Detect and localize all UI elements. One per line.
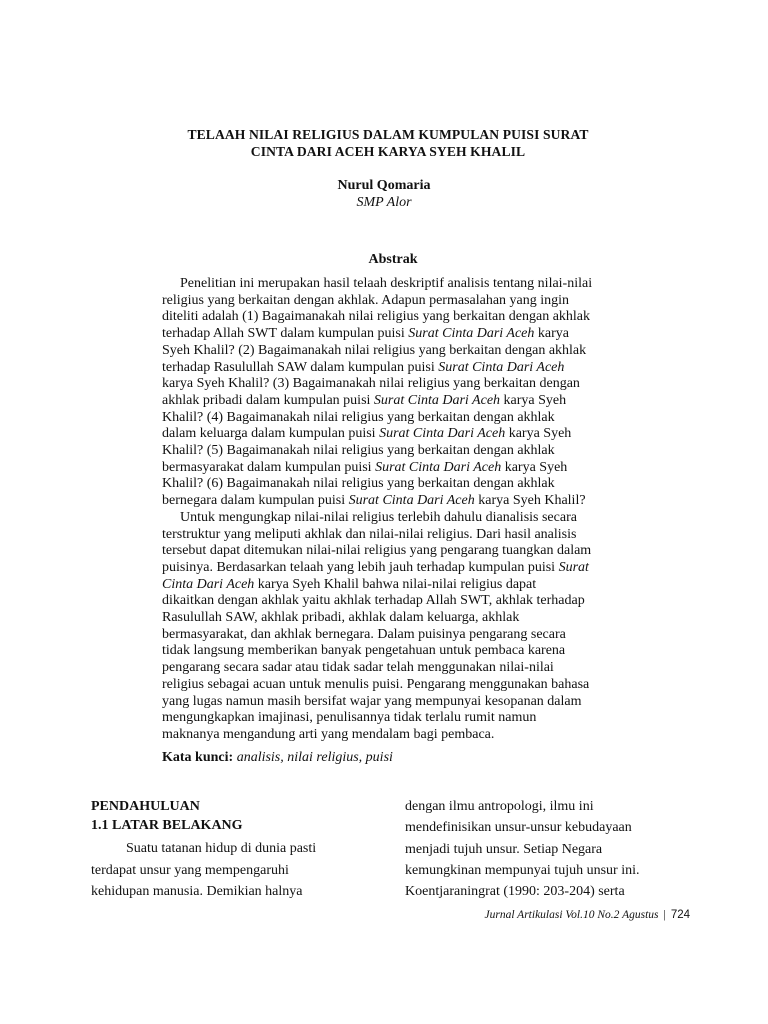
abstract-line: diteliti adalah (1) Bagaimanakah nilai religius yang berkaitan dengan akhlak [162, 309, 591, 325]
subsection-heading: 1.1 LATAR BELAKANG [91, 818, 243, 833]
abstract-line: bermasyarakat, dan akhlak bernegara. Dalam puisinya pengarang secara [162, 626, 566, 642]
abstract-line: Untuk mengungkap nilai-nilai religius terlebih dahulu dianalisis secara [180, 509, 577, 525]
title-line-2: CINTA DARI ACEH KARYA SYEH KHALIL [250, 144, 526, 159]
abstract-line: puisinya. Berdasarkan telaah yang lebih jauh terhadap kumpulan puisi Surat [162, 559, 589, 575]
body-text-line: Koentjaraningrat (1990: 203-204) serta [405, 884, 625, 900]
abstract-line: yang lugas namun masih bersifat wajar yang mempunyai kesopanan dalam [162, 693, 582, 709]
abstract-line: maknanya mengandung arti yang mendalam bagi pembaca. [162, 726, 495, 742]
right-column-text [405, 796, 685, 902]
body-text-line: mendefinisikan unsur-unsur kebudayaan [405, 820, 632, 836]
left-column-text [91, 838, 351, 903]
abstract-line: mengungkapkan imajinasi, penulisannya tidak terlalu rumit namun [162, 710, 537, 726]
abstract-line: Khalil? (6) Bagaimanakah nilai religius yang berkaitan dengan akhlak [162, 476, 555, 492]
page-number: 724 [670, 909, 690, 921]
body-text-line: dengan ilmu antropologi, ilmu ini [405, 799, 594, 814]
abstract-line: tidak langsung memberikan banyak pengetahuan untuk pembaca karena [162, 643, 566, 659]
body-text-line: kemungkinan mempunyai tujuh unsur ini. [405, 862, 640, 878]
abstract-line: karya Syeh Khalil? (3) Bagaimanakah nilai religius yang berkaitan dengan [162, 376, 580, 392]
abstract-line: bernegara dalam kumpulan puisi Surat Cinta Dari Aceh karya Syeh Khalil? [162, 493, 586, 509]
section-heading: PENDAHULUAN [91, 799, 200, 814]
abstract-line: religius yang berkaitan dengan akhlak. Adapun permasalahan yang ingin [162, 292, 570, 308]
abstract-line: tersebut dapat ditemukan nilai-nilai religius yang pengarang tuangkan dalam [162, 543, 592, 559]
author-name: Nurul Qomaria [337, 178, 431, 193]
paper-title [150, 126, 626, 160]
abstract-line: dalam keluarga dalam kumpulan puisi Surat Cinta Dari Aceh karya Syeh [162, 426, 572, 442]
body-text-line: Suatu tatanan hidup di dunia pasti [126, 841, 317, 856]
abstract-line: Rasulullah SAW, akhlak pribadi, akhlak dalam keluarga, akhlak [162, 610, 520, 626]
abstract-line: pengarang secara sadar atau tidak sadar telah menggunakan nilai-nilai [162, 660, 554, 676]
abstract-line: Penelitian ini merupakan hasil telaah deskriptif analisis tentang nilai-nilai [180, 276, 593, 291]
abstract-line: akhlak pribadi dalam kumpulan puisi Surat Cinta Dari Aceh karya Syeh [162, 392, 567, 408]
left-column [91, 797, 351, 903]
abstract-line: dikaitkan dengan akhlak yaitu akhlak terhadap Allah SWT, akhlak terhadap [162, 593, 585, 609]
abstract-line: Khalil? (4) Bagaimanakah nilai religius yang berkaitan dengan akhlak [162, 409, 555, 425]
title-line-1: TELAAH NILAI RELIGIUS DALAM KUMPULAN PUISI SURAT [187, 127, 589, 142]
page-footer [484, 908, 690, 922]
abstract-line: terstruktur yang meliputi akhlak dan nilai-nilai religius. Dari hasil analisis [162, 526, 577, 542]
abstract-body [162, 276, 630, 744]
abstract-paragraph-1 [162, 276, 630, 510]
abstract-line: bermasyarakat dalam kumpulan puisi Surat Cinta Dari Aceh karya Syeh [162, 459, 568, 475]
journal-name: Jurnal Artikulasi Vol.10 No.2 Agustus [484, 909, 659, 921]
author-affiliation: SMP Alor [356, 195, 412, 210]
body-text-line: terdapat unsur yang mempengaruhi [91, 862, 289, 878]
abstract-line: Khalil? (5) Bagaimanakah nilai religius yang berkaitan dengan akhlak [162, 443, 555, 459]
abstract-line: Syeh Khalil? (2) Bagaimanakah nilai religius yang berkaitan dengan akhlak [162, 342, 587, 358]
abstract-heading: Abstrak [368, 252, 418, 267]
abstract-line: terhadap Allah SWT dalam kumpulan puisi Surat Cinta Dari Aceh karya [162, 326, 569, 342]
keywords [162, 749, 630, 766]
abstract-paragraph-2 [162, 510, 630, 744]
keywords-label: Kata kunci: [162, 750, 234, 765]
abstract-line: Cinta Dari Aceh karya Syeh Khalil bahwa nilai-nilai religius dapat [162, 576, 537, 592]
body-text-line: menjadi tujuh unsur. Setiap Negara [405, 841, 603, 857]
body-text-line: kehidupan manusia. Demikian halnya [91, 884, 303, 899]
abstract-line: terhadap Rasulullah SAW dalam kumpulan puisi Surat Cinta Dari Aceh [162, 359, 565, 375]
keywords-text: analisis, nilai religius, puisi [236, 750, 393, 765]
abstract-line: religius sebagai acuan untuk menulis puisi. Pengarang menggunakan bahasa [162, 676, 590, 692]
footer-separator: | [663, 909, 666, 921]
